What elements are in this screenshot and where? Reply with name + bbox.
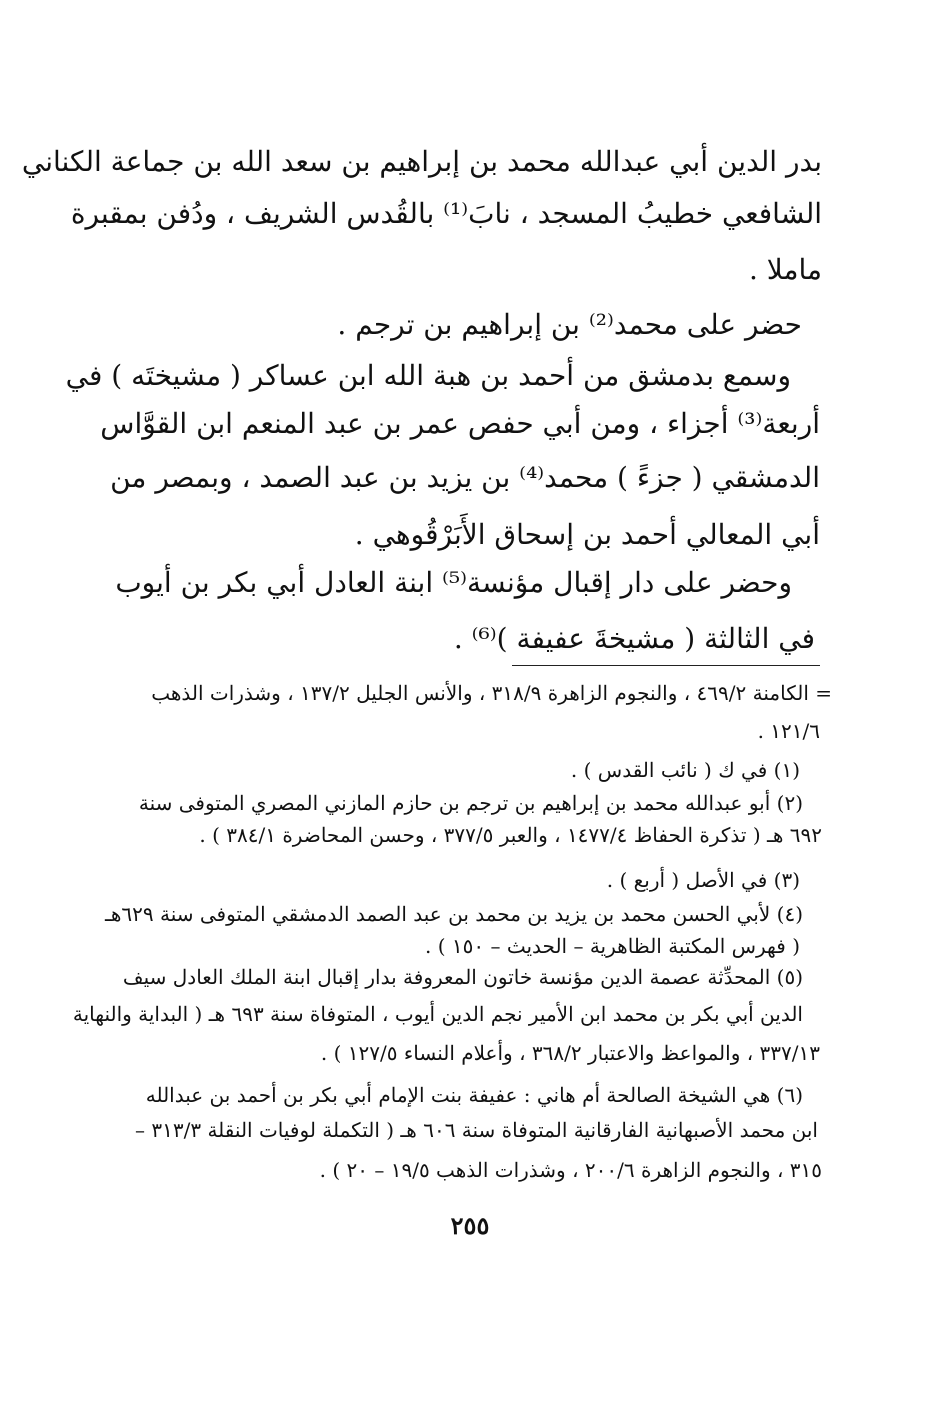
footnote-6-cont: ٣١٥ ، والنجوم الزاهرة ٢٠٠/٦ ، وشذرات الذهب ١٩/٥ – ٢٠ ) . <box>319 1158 822 1182</box>
body-line: ماملا . <box>748 253 822 286</box>
footnote-line: ١٢١/٦ . <box>757 719 820 743</box>
page-number: ٢٥٥ <box>450 1211 490 1240</box>
footnote-5-cont: الدين أبي بكر بن محمد ابن الأمير نجم الدين أيوب ، المتوفاة سنة ٦٩٣ هـ ( البداية والنهاية <box>72 1002 803 1026</box>
body-line: أربعة⁽³⁾ أجزاء ، ومن أبي حفص عمر بن عبد المنعم ابن القوَّاس <box>100 407 820 440</box>
footnote-1: (١) في ك ( نائب القدس ) . <box>570 758 800 782</box>
footnote-line: = الكامنة ٤٦٩/٢ ، والنجوم الزاهرة ٣١٨/٩ ، والأنس الجليل ١٣٧/٢ ، وشذرات الذهب <box>151 681 832 705</box>
footnote-2-cont: ٦٩٢ هـ ( تذكرة الحفاظ ١٤٧٧/٤ ، والعبر ٣٧٧/٥ ، وحسن المحاضرة ٣٨٤/١ ) . <box>199 823 822 847</box>
body-line: وسمع بدمشق من أحمد بن هبة الله ابن عساكر ( مشيختَه ) في <box>65 359 791 392</box>
footnote-4-cont: ( فهرس المكتبة الظاهرية – الحديث – ١٥٠ ) . <box>425 934 800 958</box>
body-line: في الثالثة ( مشيخةَ عفيفة )⁽⁶⁾ . <box>453 622 815 655</box>
body-line: الدمشقي ( جزءً ) محمد⁽⁴⁾ بن يزيد بن عبد الصمد ، وبمصر من <box>110 461 820 494</box>
footnote-5: (٥) المحدِّثة عصمة الدين مؤنسة خاتون المعروفة بدار إقبال ابنة الملك العادل سيف <box>122 965 803 989</box>
footnote-2: (٢) أبو عبدالله محمد بن إبراهيم بن ترجم بن حازم المازني المصري المتوفى سنة <box>138 791 803 815</box>
body-line: بدر الدين أبي عبدالله محمد بن إبراهيم بن سعد الله بن جماعة الكناني <box>21 145 822 178</box>
footnote-3: (٣) في الأصل ( أربع ) . <box>606 868 800 892</box>
body-line: حضر على محمد⁽²⁾ بن إبراهيم بن ترجم . <box>337 308 802 341</box>
body-line: وحضر على دار إقبال مؤنسة⁽⁵⁾ ابنة العادل أبي بكر بن أيوب <box>115 566 792 599</box>
footnote-separator <box>512 665 820 666</box>
footnote-5-cont: ٣٣٧/١٣ ، والمواعظ والاعتبار ٣٦٨/٢ ، وأعلام النساء ١٢٧/٥ ) . <box>320 1041 820 1065</box>
footnote-6-cont: ابن محمد الأصبهانية الفارقانية المتوفاة سنة ٦٠٦ هـ ( التكملة لوفيات النقلة ٣١٣/٣ – <box>135 1118 818 1142</box>
body-line: الشافعي خطيبُ المسجد ، نابَ⁽¹⁾ بالقُدس الشريف ، ودُفن بمقبرة <box>70 197 822 230</box>
body-line: أبي المعالي أحمد بن إسحاق الأَبَرْقُوهي . <box>354 518 820 551</box>
footnote-6: (٦) هي الشيخة الصالحة أم هاني : عفيفة بنت الإمام أبي بكر بن أحمد بن عبدالله <box>145 1083 803 1107</box>
footnote-4: (٤) لأبي الحسن محمد بن يزيد بن محمد بن عبد الصمد الدمشقي المتوفى سنة ٦٢٩هـ <box>104 902 803 926</box>
